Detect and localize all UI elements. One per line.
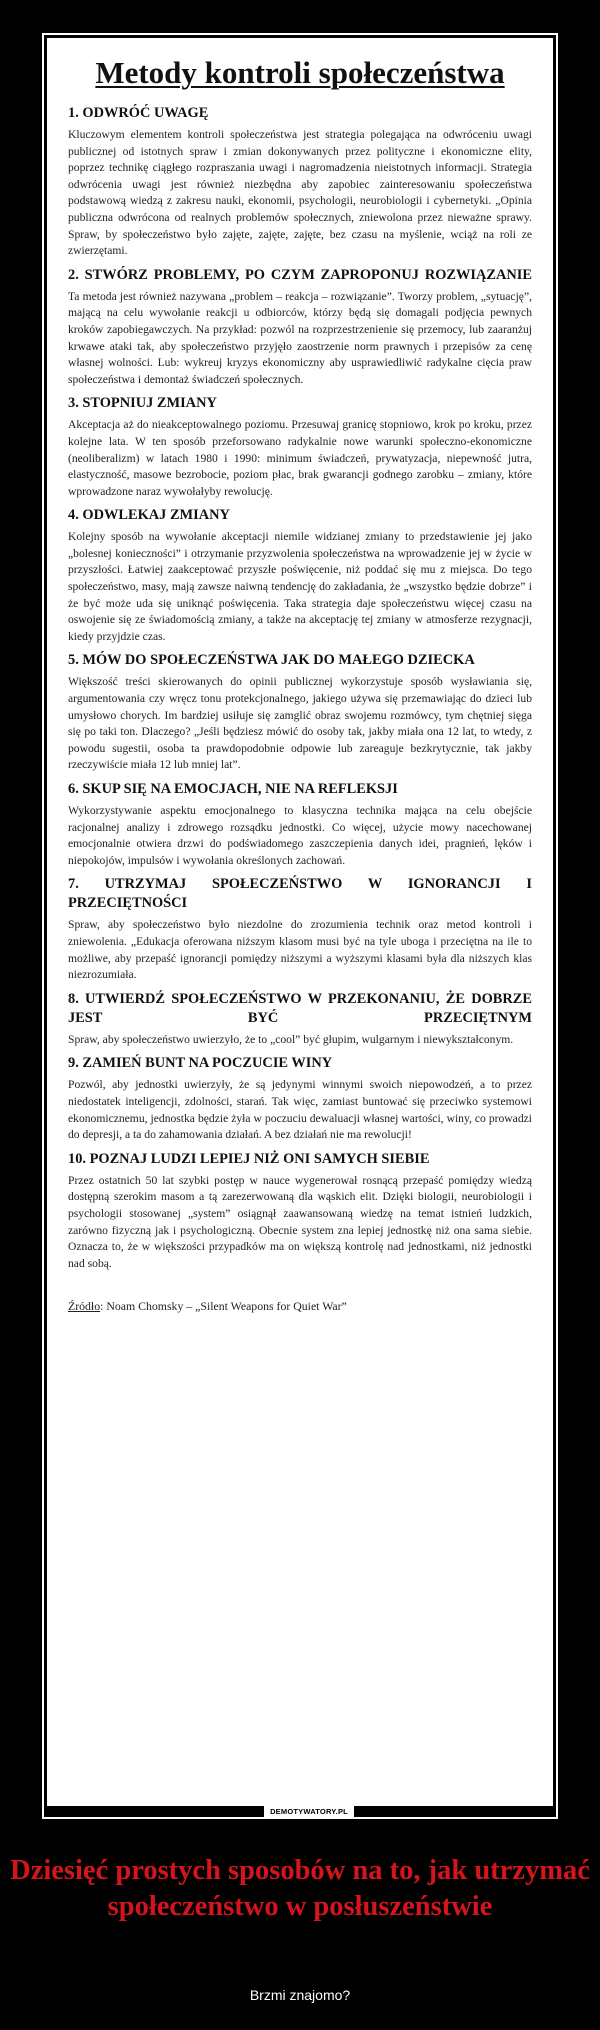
section-body: Ta metoda jest również nazywana „problem – reakcja – rozwiązanie”. Tworzy problem, „sytuację”, mającą na celu wywołanie reakcji u odbiorców, którzy będą się domagali podjęcia pewnych kroków zapobiegawczych. Na przykład: pozwól na rozprzestrzenienie się przemocy, lub zaaranżuj krwawe ataki tak, aby społeczeństwo przyjęło zaostrzenie norm prawnych i przepisów za cenę własnej wolności. Lub: wykreuj kryzys ekonomiczny aby usprawiedliwić radykalne cięcia praw społeczeństwa i demontaż świadczeń społecznych. [68, 289, 532, 386]
poster-document [47, 38, 553, 1806]
section-3 [68, 394, 532, 500]
section-body: Większość treści skierowanych do opinii publicznej wykorzystuje sposób wysławiania się, argumentowania czy wręcz tonu protekcjonalnego, jakiego używa się przemawiając do dzieci lub umysłowo chorych. Im bardziej usiłuje się zamglić obraz swojemu rozmówcy, tym chętniej sięga się po taki ton. Dlaczego? „Jeśli będziesz mówić do osoby tak, jakby miała ona 12 lat, to wtedy, z powodu sugestii, osoba ta prawdopodobnie odpowie lub zareaguje bezkrytycznie, tak jakby rzeczywiście miała 12 lub mniej lat”. [68, 675, 532, 772]
section-9 [68, 1054, 532, 1143]
section-body: Pozwól, aby jednostki uwierzyły, że są jedynymi winnymi swoich niepowodzeń, a to przez niedostatek inteligencji, zdolności, starań. Tak więc, zamiast buntować się przeciwko systemowi ekonomicznemu, jednostka będzie żyła w poczuciu dewaluacji własnej wartości, winy, co prowadzi do depresji, a ta do zahamowania działań. A bez działań nie ma rewolucji! [68, 1078, 532, 1142]
section-heading: 8. UTWIERDŹ SPOŁECZEŃSTWO W PRZEKONANIU, ŻE DOBRZE JEST BYĆ PRZECIĘTNYM [68, 990, 532, 1026]
document-title: Metody kontroli społeczeństwa [95, 55, 505, 90]
section-5 [68, 651, 532, 774]
section-heading: 6. SKUP SIĘ NA EMOCJACH, NIE NA REFLEKSJI [68, 781, 398, 797]
section-heading: 7. UTRZYMAJ SPOŁECZEŃSTWO W IGNORANCJI I PRZECIĘTNOŚCI [68, 876, 532, 912]
section-heading: 10. POZNAJ LUDZI LEPIEJ NIŻ ONI SAMYCH SIEBIE [68, 1150, 430, 1167]
section-body: Spraw, aby społeczeństwo było niezdolne do zrozumienia technik oraz metod kontroli i zniewolenia. „Edukacja oferowana niższym klasom musi być na tyle uboga i przeciętna na ile to możliwe, aby przepaść ignorancji pomiędzy niższymi a wyższymi klasami była dla niższych klas niezrozumiała. [68, 918, 532, 982]
section-body: Wykorzystywanie aspektu emocjonalnego to klasyczna technika mająca na celu obejście racjonalnej analizy i zdrowego rozsądku jednostki. Co więcej, użycie mowy nacechowanej emocjonalnie otwiera drzwi do podświadomego zaszczepienia danych idei, pragnień, lęków i niepokojów, impulsów i wywołania określonych zachowań. [68, 804, 532, 867]
site-watermark: DEMOTYWATORY.PL [264, 1806, 354, 1817]
section-heading: 5. MÓW DO SPOŁECZEŃSTWA JAK DO MAŁEGO DZIECKA [68, 652, 475, 669]
section-heading: 1. ODWRÓĆ UWAGĘ [68, 105, 209, 121]
source-citation [68, 1298, 532, 1315]
section-body: Kluczowym elementem kontroli społeczeństwa jest strategia polegająca na odwróceniu uwagi publicznej od istotnych spraw i zmian dokonywanych przez polityczne i ekonomiczne elity, poprzez technikę ciągłego rozpraszania uwagi i nagromadzenia nieistotnych informacji. Strategia odwrócenia uwagi jest również niezbędna aby zapobiec zainteresowaniu społeczeństwa podstawową wiedzą z zakresu nauki, ekonomii, psychologii, neurobiologii i cybernetyki. „Opinia publiczna odwrócona od realnych problemów społecznych, zniewolona przez nieważne sprawy. Spraw, by społeczeństwo było zajęte, zajęte, zajęte, bez czasu na myślenie, wciąż na roli ze zwierzętami. [68, 128, 532, 258]
section-2 [68, 266, 532, 389]
section-8 [68, 990, 532, 1049]
caption-title: Dziesięć prostych sposobów na to, jak utrzymać społeczeństwo w posłuszeństwie [10, 1855, 590, 1922]
section-heading: 4. ODWLEKAJ ZMIANY [68, 507, 230, 524]
section-body: Kolejny sposób na wywołanie akceptacji niemile widzianej zmiany to przedstawienie jej jako „bolesnej konieczności” i otrzymanie przyzwolenia społeczeństwa na wprowadzenie jej w życie w przyszłości. Łatwiej zaakceptować przyszłe poświęcenie, niż poddać się mu z miejsca. Do tego społeczeństwo, masy, mają zawsze naiwną tendencję do zakładania, że „wszystko będzie dobrze” i że być może uda się uniknąć poświęcenia. Taka strategia daje społeczeństwu więcej czasu na oswojenie się ze świadomością zmiany, a także na akceptację tej zmiany w atmosferze rezygnacji, kiedy przyjdzie czas. [68, 530, 532, 643]
source-label: Źródło [68, 1299, 101, 1314]
section-heading: 3. STOPNIUJ ZMIANY [68, 395, 217, 412]
source-text: : Noam Chomsky – „Silent Weapons for Quiet War” [100, 1299, 347, 1314]
section-body: Spraw, aby społeczeństwo uwierzyło, że to „cool” być głupim, wulgarnym i niewykształconym. [68, 1032, 514, 1046]
section-body: Akceptacja aż do nieakceptowalnego poziomu. Przesuwaj granicę stopniowo, krok po kroku, przez kolejne lata. W ten sposób przeforsowano radykalnie nowe warunki społeczno-ekonomiczne (neoliberalizm) w latach 1980 i 1990: minimum świadczeń, prywatyzacja, niepewność jutra, elastyczność, masowe bezrobocie, poziom płac, brak gwarancji godnego zarobku – zmiany, które wprowadzone naraz wywołałyby rewolucję. [68, 418, 532, 498]
section-4 [68, 506, 532, 645]
section-body: Przez ostatnich 50 lat szybki postęp w nauce wygenerował rosnącą przepaść pomiędzy wiedzą dostępną szerokim masom a tą zarezerwowaną dla wąskich elit. Dzięki biologii, neurobiologii i psychologii stosowanej „system” osiągnął zaawansowaną wiedzę na temat istnień ludzkich, zarówno fizyczną jak i psychologiczną. Obecnie system zna lepiej jednostkę niż ona sama siebie. Oznacza to, że w większości przypadków ma on większą kontrolę nad jednostkami, niż jednostki nad sobą. [68, 1173, 532, 1270]
section-1 [68, 104, 532, 260]
section-10 [68, 1150, 532, 1273]
section-7 [68, 875, 532, 983]
section-heading: 9. ZAMIEŃ BUNT NA POCZUCIE WINY [68, 1055, 333, 1072]
section-heading: 2. STWÓRZ PROBLEMY, PO CZYM ZAPROPONUJ ROZWIĄZANIE [68, 266, 532, 283]
section-6 [68, 780, 532, 869]
caption-subtitle: Brzmi znajomo? [249, 1987, 351, 2003]
